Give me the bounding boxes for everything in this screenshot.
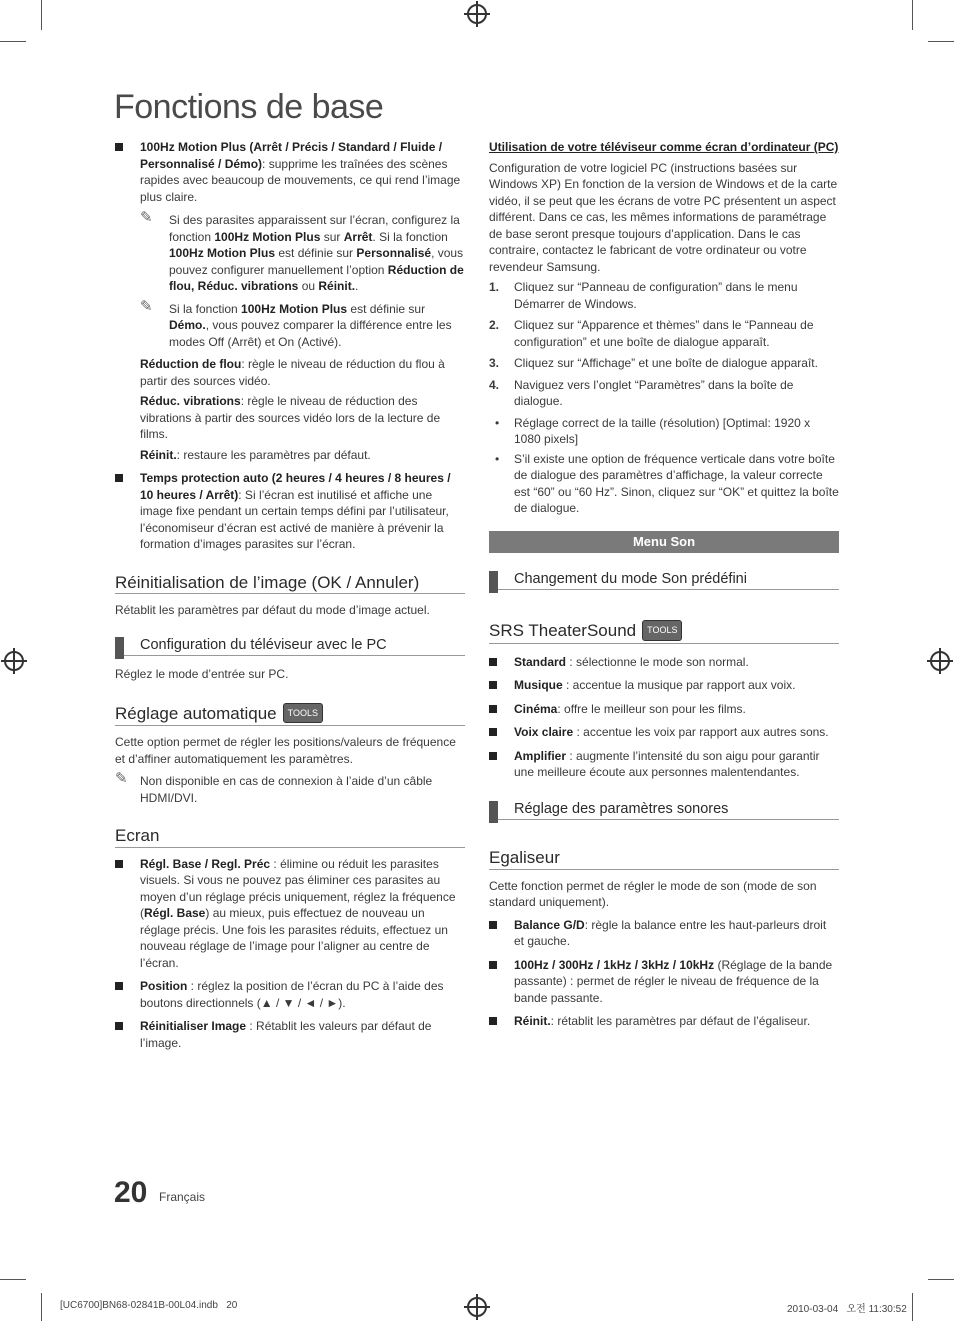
list-item <box>115 139 465 205</box>
list-item: Cinéma: offre le meilleur son pour les films. <box>489 701 839 718</box>
bullet-square-icon <box>115 982 123 990</box>
list-item: Balance G/D: règle la balance entre les haut-parleurs droit et gauche. <box>489 917 839 950</box>
note: ✎ Non disponible en cas de connexion à l’aide d’un câble HDMI/DVI. <box>115 770 433 805</box>
bullet-square-icon <box>489 921 497 929</box>
sub-item: Réduction de flou: règle le niveau de réduction du flou à partir des sources vidéo. <box>140 357 445 388</box>
paragraph: Rétablit les paramètres par défaut du mode d’image actuel. <box>115 603 430 617</box>
crop-mark <box>0 1279 26 1280</box>
print-timestamp: 2010-03-04 오전 11:30:52 <box>787 1304 907 1315</box>
paragraph: Cette option permet de régler les positions/valeurs de fréquence et d’affiner automatiquement les paramètres. <box>115 735 456 766</box>
step-item: 1. Cliquez sur “Panneau de configuration” dans le menu Démarrer de Windows. <box>489 280 798 311</box>
section-heading: Réglage automatique TOOLS <box>115 703 465 727</box>
bullet-square-icon <box>489 681 497 689</box>
bullet-dot-icon: • <box>495 415 500 430</box>
note: ✎ Si la fonction 100Hz Motion Plus est définie sur Démo., vous pouvez comparer la différence entre les modes Off (Arrêt) et On (Activé). <box>140 297 452 349</box>
pencil-note-icon: ✎ <box>115 770 128 787</box>
list-item: Régl. Base / Regl. Préc : élimine ou réduit les parasites visuels. Si vous ne pouvez pas éliminer ces parasites au moyen d’un réglage précis uniquement, réglez la fréquence (Régl. Base) au mieux, puis effectuez de nouveau un réglage précis. Une fois les parasites réduits, effectuez un nouveau réglage de l’image pour l’aligner au centre de l’écran. <box>115 856 465 972</box>
registration-mark-icon <box>930 651 950 671</box>
tools-badge: TOOLS <box>283 703 323 724</box>
list-item: Temps protection auto (2 heures / 4 heures / 8 heures / 10 heures / Arrêt): Si l’écran est inutilisé et affiche une image fixe pendant un certain temps défini par l’utilisateur, l’économiseur d’écran est activé de manière à prévenir la formation d’images parasites sur l’écran. <box>115 470 465 553</box>
section-heading: Réinitialisation de l’image (OK / Annuler) <box>115 575 465 595</box>
bullet-square-icon <box>489 728 497 736</box>
bullet-square-icon <box>489 752 497 760</box>
subsection-heading: Réglage des paramètres sonores <box>489 801 839 821</box>
list-item: Standard : sélectionne le mode son normal. <box>489 654 839 671</box>
bullet-square-icon <box>115 860 123 868</box>
note: ✎ Si des parasites apparaissent sur l’écran, configurez la fonction 100Hz Motion Plus sur Arrêt. Si la fonction 100Hz Motion Plus est définie sur Personnalisé, vous pouvez configurer manuellement l’option Réduction de flou, Réduc. vibrations ou Réinit.. <box>140 209 464 293</box>
bullet-dot-icon: • <box>495 451 500 466</box>
subsection-heading: Changement du mode Son prédéfini <box>489 571 839 591</box>
bullet-square-icon <box>489 705 497 713</box>
bullet-item: • Réglage correct de la taille (résolution) [Optimal: 1920 x 1080 pixels] <box>495 415 811 446</box>
tools-badge: TOOLS <box>642 620 682 641</box>
page-title: Fonctions de base <box>114 88 384 126</box>
crop-mark <box>41 0 42 30</box>
list-item: Position : réglez la position de l’écran du PC à l’aide des boutons directionnels (▲ / ▼ / ◄ / ►). <box>115 978 465 1011</box>
registration-mark-icon <box>467 4 487 24</box>
heading-bar-icon <box>489 801 498 823</box>
bullet-item: • S’il existe une option de fréquence verticale dans votre boîte de dialogue des paramètres d’affichage, la valeur correcte est “60” ou “60 Hz”. Sinon, cliquez sur “OK” et quittez la boîte de dialogue. <box>495 451 839 515</box>
bullet-square-icon <box>115 474 123 482</box>
pc-heading: Utilisation de votre téléviseur comme écran d’ordinateur (PC) <box>489 140 839 154</box>
desc: : supprime les traînées des scènes rapides avec beaucoup de mouvements, ce qui rend l’image plus claire. <box>140 156 461 204</box>
step-item: 2. Cliquez sur “Apparence et thèmes” dans le “Panneau de configuration” et une boîte de dialogue apparaît. <box>489 318 814 349</box>
step-item: 4. Naviguez vers l’onglet “Paramètres” dans la boîte de dialogue. <box>489 377 794 408</box>
crop-mark <box>928 1279 954 1280</box>
sub-item: Réduc. vibrations: règle le niveau de réduction des vibrations à partir des sources vidéo lors de la lecture de films. <box>140 394 441 441</box>
menu-son-band: Menu Son <box>489 531 839 553</box>
heading-bar-icon <box>489 571 498 593</box>
file-info: [UC6700]BN68-02841B-00L04.indb 20 <box>60 1300 238 1311</box>
paragraph: Réglez le mode d’entrée sur PC. <box>115 667 289 681</box>
bullet-square-icon <box>489 658 497 666</box>
section-heading: Ecran <box>115 828 465 848</box>
list-item: Amplifier : augmente l’intensité du son aigu pour garantir une meilleure écoute aux personnes malentendantes. <box>489 748 839 781</box>
right-column <box>489 139 839 1037</box>
term: 100Hz Motion Plus (Arrêt / Précis / Standard / Fluide / Personnalisé / Démo) <box>140 140 443 171</box>
list-item: Voix claire : accentue les voix par rapport aux autres sons. <box>489 724 839 741</box>
paragraph: Cette fonction permet de régler le mode de son (mode de son standard uniquement). <box>489 878 817 909</box>
paragraph: Configuration de votre logiciel PC (instructions basées sur Windows XP) En fonction de la version de Windows et de la carte vidéo, il se peut que les écrans de votre PC présentent un aspect différent. Dans ce cas, les mêmes informations de paramétrage de base seront presque toujours d’application. Dans le cas contraire, contactez le fabricant de votre ordinateur ou votre revendeur Samsung. <box>489 160 838 274</box>
registration-mark-icon <box>4 651 24 671</box>
section-heading: SRS TheaterSound TOOLS <box>489 620 839 644</box>
bullet-square-icon <box>115 1022 123 1030</box>
step-item: 3. Cliquez sur “Affichage” et une boîte de dialogue apparaît. <box>489 356 818 370</box>
bullet-square-icon <box>115 143 123 151</box>
heading-bar-icon <box>115 637 124 659</box>
crop-mark <box>928 41 954 42</box>
registration-mark-icon <box>467 1297 487 1317</box>
list-item: 100Hz / 300Hz / 1kHz / 3kHz / 10kHz (Réglage de la bande passante) : permet de régler le niveau de fréquence de la bande passante. <box>489 957 839 1007</box>
subsection-heading: Configuration du téléviseur avec le PC <box>115 637 465 657</box>
section-heading: Egaliseur <box>489 850 839 870</box>
page-number: 20 <box>114 1176 148 1209</box>
crop-mark <box>912 0 913 30</box>
bullet-square-icon <box>489 961 497 969</box>
list-item: Réinitialiser Image : Rétablit les valeurs par défaut de l’image. <box>115 1018 465 1051</box>
bullet-square-icon <box>489 1017 497 1025</box>
pencil-note-icon: ✎ <box>140 209 153 226</box>
crop-mark <box>0 41 26 42</box>
sub-item: Réinit.: restaure les paramètres par défaut. <box>140 447 371 462</box>
list-item: Musique : accentue la musique par rapport aux voix. <box>489 677 839 694</box>
left-column <box>115 139 465 1058</box>
language-label: Français <box>159 1190 206 1204</box>
crop-mark <box>912 1293 913 1321</box>
crop-mark <box>41 1293 42 1321</box>
pencil-note-icon: ✎ <box>140 297 153 315</box>
list-item: Réinit.: rétablit les paramètres par défaut de l’égaliseur. <box>489 1013 839 1030</box>
